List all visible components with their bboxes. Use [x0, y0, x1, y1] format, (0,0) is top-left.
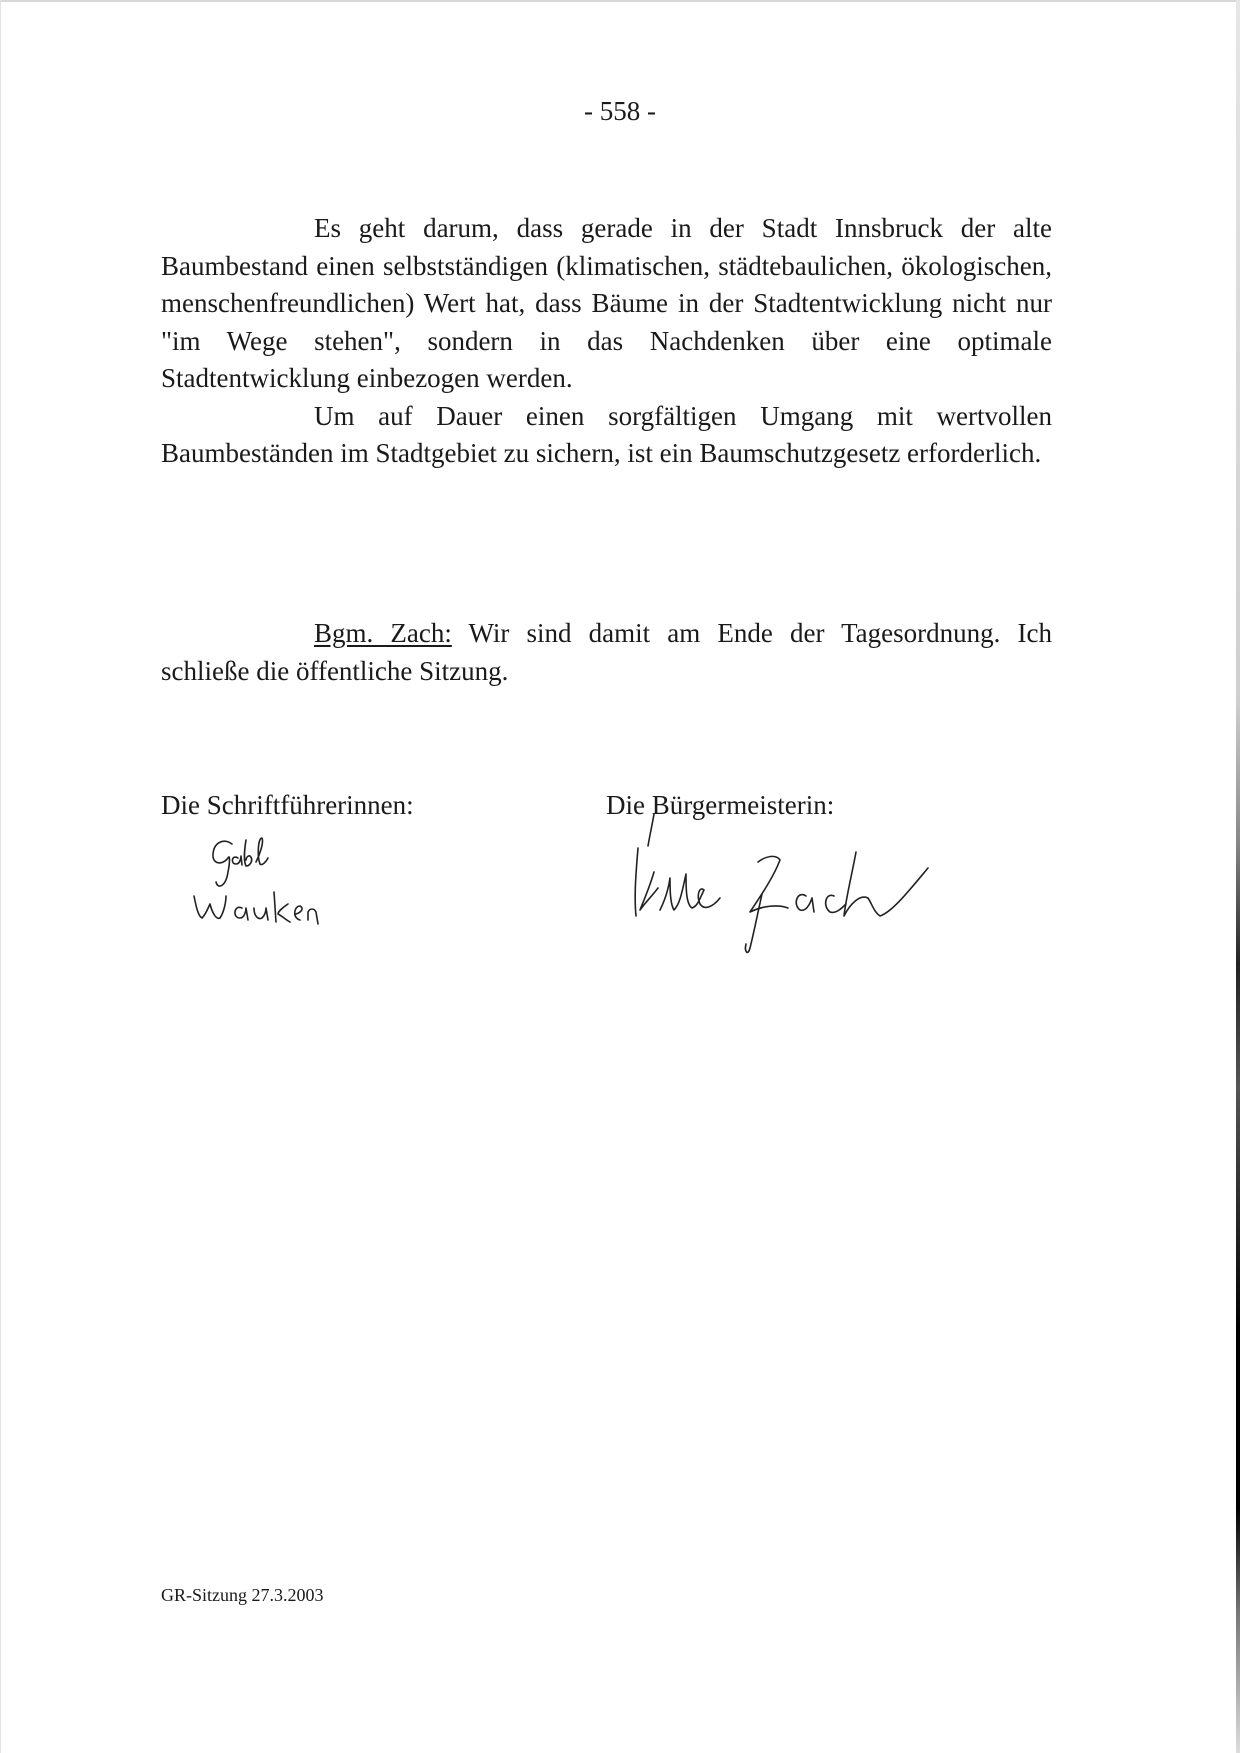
speaker-name: Bgm. Zach:: [314, 618, 452, 648]
mayor-label: Die Bürgermeisterin:: [606, 790, 835, 820]
closing-text: Wir sind damit am Ende der Tagesordnung. Ich schließe die öffentliche Sitzung.: [161, 618, 1052, 686]
paragraph: Um auf Dauer einen sorgfältigen Umgang mit wertvollen Baumbeständen im Stadtgebiet zu sichern, ist ein Baumschutzgesetz erforderlich.: [161, 400, 1052, 468]
page-number: - 558 -: [584, 96, 656, 126]
footer-session-date: GR-Sitzung 27.3.2003: [161, 1585, 324, 1605]
mayor-signature: [630, 812, 960, 962]
secretaries-label: Die Schriftführerinnen:: [161, 790, 414, 820]
closing-statement: [161, 615, 1052, 690]
scan-edge: [1236, 0, 1240, 1753]
secretaries-signature: [180, 832, 390, 952]
body-text: [161, 210, 1052, 473]
paragraph: Es geht darum, dass gerade in der Stadt Innsbruck der alte Baumbestand einen selbstständigen (klimatischen, städtebaulichen, ökologischen, menschenfreundlichen) Wert hat, dass Bäume in der Stadtentwicklung nicht nur "im Wege stehen", sondern in das Nachdenken über eine optimale Stadtentwicklung einbezogen werden.: [161, 213, 1052, 393]
closing-paragraph: [161, 615, 1052, 690]
